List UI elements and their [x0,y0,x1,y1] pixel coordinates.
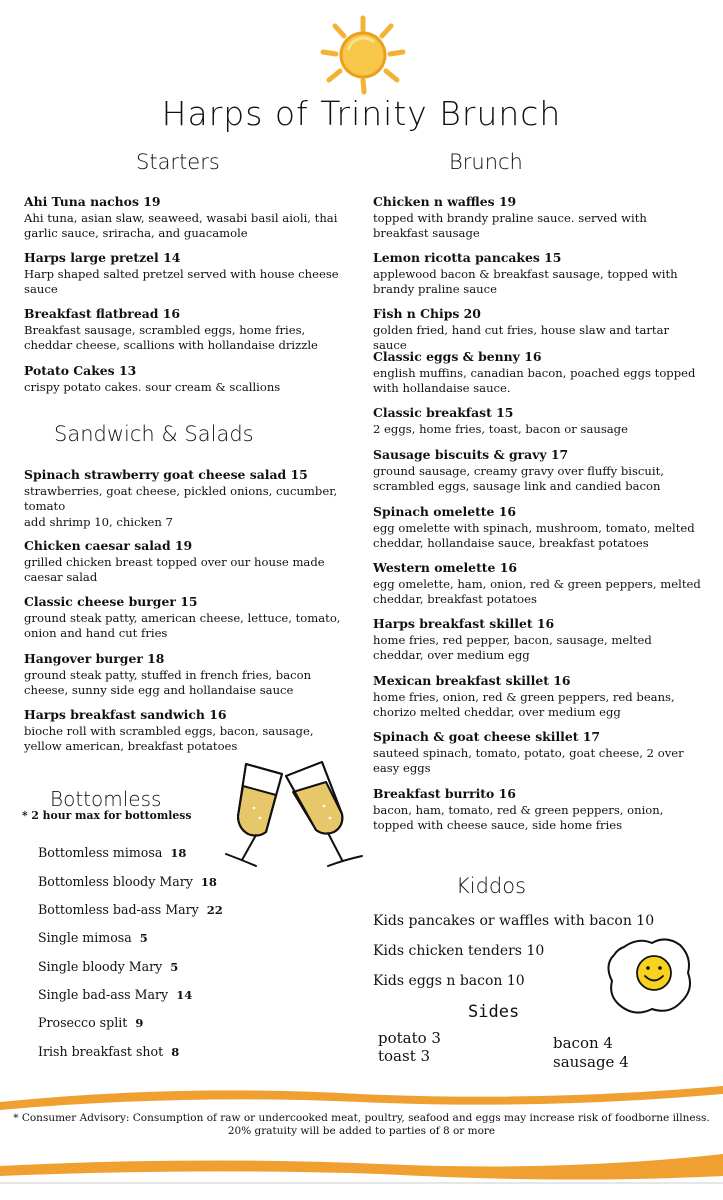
item-description: home fries, red pepper, bacon, sausage, melted cheddar, over medium egg [373,632,652,662]
menu-item [373,306,703,354]
menu-item [373,616,703,664]
sun-icon [318,14,408,96]
drink-name: Bottomless bad-ass Mary [38,902,199,917]
item-description: home fries, onion, red & green peppers, red beans, chorizo melted cheddar, over medium egg [373,689,675,719]
item-description: egg omelette, ham, onion, red & green peppers, melted cheddar, breakfast potatoes [373,576,701,606]
item-description: egg omelette with spinach, mushroom, tomato, melted cheddar, hollandaise sauce, breakfast potatoes [373,520,695,550]
item-name: Harps breakfast sandwich 16 [24,707,227,722]
item-description: english muffins, canadian bacon, poached eggs topped with hollandaise sauce. [373,365,696,395]
kids-item: Kids chicken tenders 10 [373,943,545,959]
menu-item [373,560,703,608]
drink-name: Bottomless bloody Mary [38,874,193,889]
menu-item [24,651,354,699]
drink-price: 14 [176,988,193,1002]
item-name: Spinach strawberry goat cheese salad 15 [24,467,308,482]
item-name: Fish n Chips 20 [373,306,481,321]
item-description: bioche roll with scrambled eggs, bacon, sausage, yellow american, breakfast potatoes [24,723,314,753]
item-name: Classic breakfast 15 [373,405,514,420]
drink-price: 22 [206,903,223,917]
item-name: Chicken caesar salad 19 [24,538,193,553]
side-item: bacon 4 [553,1034,613,1052]
drink-item [38,987,192,1002]
item-name: Western omelette 16 [373,560,517,575]
item-description: strawberries, goat cheese, pickled onions, cucumber, tomato [24,483,338,513]
item-name: Breakfast flatbread 16 [24,306,180,321]
item-description: crispy potato cakes. sour cream & scallions [24,379,281,394]
drink-item [38,902,223,917]
item-name: Chicken n waffles 19 [373,194,517,209]
section-heading-kiddos: Kiddos [456,874,527,898]
menu-item [24,538,354,586]
menu-item [24,194,354,242]
menu-item [373,194,703,242]
menu-item [373,729,703,777]
item-description: ground steak patty, stuffed in french fries, bacon cheese, sunny side egg and hollandaise sauce [24,667,312,697]
drink-name: Single bad-ass Mary [38,987,169,1002]
drink-item [38,1044,179,1059]
menu-item [373,405,703,437]
menu-item [24,594,354,642]
item-name: Breakfast burrito 16 [373,786,516,801]
menu-item [373,250,703,298]
item-description: grilled chicken breast topped over our house made caesar salad [24,554,325,584]
consumer-advisory [0,1112,723,1138]
item-description: Breakfast sausage, scrambled eggs, home fries, cheddar cheese, scallions with hollandaise drizzle [24,322,318,352]
side-item: potato 3 [378,1029,441,1047]
page-title: Harps of Trinity Brunch [161,94,562,133]
item-name: Harps breakfast skillet 16 [373,616,555,631]
drink-price: 9 [135,1016,144,1030]
item-name: Classic cheese burger 15 [24,594,198,609]
section-heading-brunch: Brunch [449,150,523,174]
advisory-text: * Consumer Advisory: Consumption of raw or undercooked meat, poultry, seafood and eggs may increase risk of foodborne illness. [13,1112,710,1124]
item-name: Spinach omelette 16 [373,504,516,519]
drink-item [38,845,186,860]
item-description: Ahi tuna, asian slaw, seaweed, wasabi basil aioli, thai garlic sauce, sriracha, and guacamole [24,210,338,240]
item-name: Ahi Tuna nachos 19 [24,194,161,209]
item-name: Potato Cakes 13 [24,363,137,378]
drink-name: Prosecco split [38,1015,128,1030]
drink-name: Single mimosa [38,930,132,945]
drink-name: Irish breakfast shot [38,1044,164,1059]
drink-name: Single bloody Mary [38,959,163,974]
side-item: toast 3 [378,1047,431,1065]
item-description: bacon, ham, tomato, red & green peppers, onion, topped with cheese sauce, side home fries [373,802,664,832]
kids-item: Kids pancakes or waffles with bacon 10 [373,913,655,929]
drink-item [38,959,178,974]
item-name: Spinach & goat cheese skillet 17 [373,729,601,744]
item-name: Sausage biscuits & gravy 17 [373,447,569,462]
item-description: ground steak patty, american cheese, lettuce, tomato, onion and hand cut fries [24,610,341,640]
item-description: ground sausage, creamy gravy over fluffy biscuit, scrambled eggs, sausage link and candied bacon [373,463,664,493]
menu-item [24,306,354,354]
item-description: Harp shaped salted pretzel served with house cheese sauce [24,266,339,296]
menu-item [24,707,354,755]
drink-price: 18 [170,846,187,860]
drink-price: 8 [171,1045,180,1059]
menu-item [373,673,703,721]
section-heading-sides: Sides [468,1002,520,1022]
drink-item [38,930,148,945]
item-addon: add shrimp 10, chicken 7 [24,514,173,529]
champagne-glasses-icon [212,756,368,876]
section-heading-sandwich-salads: Sandwich & Salads [54,422,254,446]
drink-price: 18 [200,875,217,889]
fried-egg-smiley-icon [604,935,694,1017]
gratuity-text: 20% gratuity will be added to parties of 8 or more [227,1125,496,1137]
menu-item [24,363,354,395]
item-description: golden fried, hand cut fries, house slaw and tartar sauce [373,322,670,352]
menu-item [373,447,703,495]
drink-price: 5 [139,931,148,945]
section-heading-starters: Starters [136,150,220,174]
menu-item [24,250,354,298]
drink-price: 5 [170,960,179,974]
drink-item [38,874,217,889]
section-heading-bottomless: Bottomless [50,787,162,811]
item-name: Mexican breakfast skillet 16 [373,673,571,688]
kids-item: Kids eggs n bacon 10 [373,973,525,989]
item-description: topped with brandy praline sauce. served with breakfast sausage [373,210,647,240]
item-description: 2 eggs, home fries, toast, bacon or sausage [373,421,628,436]
item-name: Classic eggs & benny 16 [373,349,542,364]
bottomless-note: * 2 hour max for bottomless [22,809,192,822]
menu-item [373,349,703,397]
item-name: Harps large pretzel 14 [24,250,181,265]
menu-item [373,504,703,552]
drink-item [38,1015,143,1030]
item-description: applewood bacon & breakfast sausage, topped with brandy praline sauce [373,266,678,296]
item-description: sauteed spinach, tomato, potato, goat cheese, 2 over easy eggs [373,745,684,775]
item-name: Hangover burger 18 [24,651,165,666]
menu-item [24,467,354,530]
side-item: sausage 4 [553,1053,629,1071]
menu-item [373,786,703,834]
drink-name: Bottomless mimosa [38,845,163,860]
item-name: Lemon ricotta pancakes 15 [373,250,562,265]
